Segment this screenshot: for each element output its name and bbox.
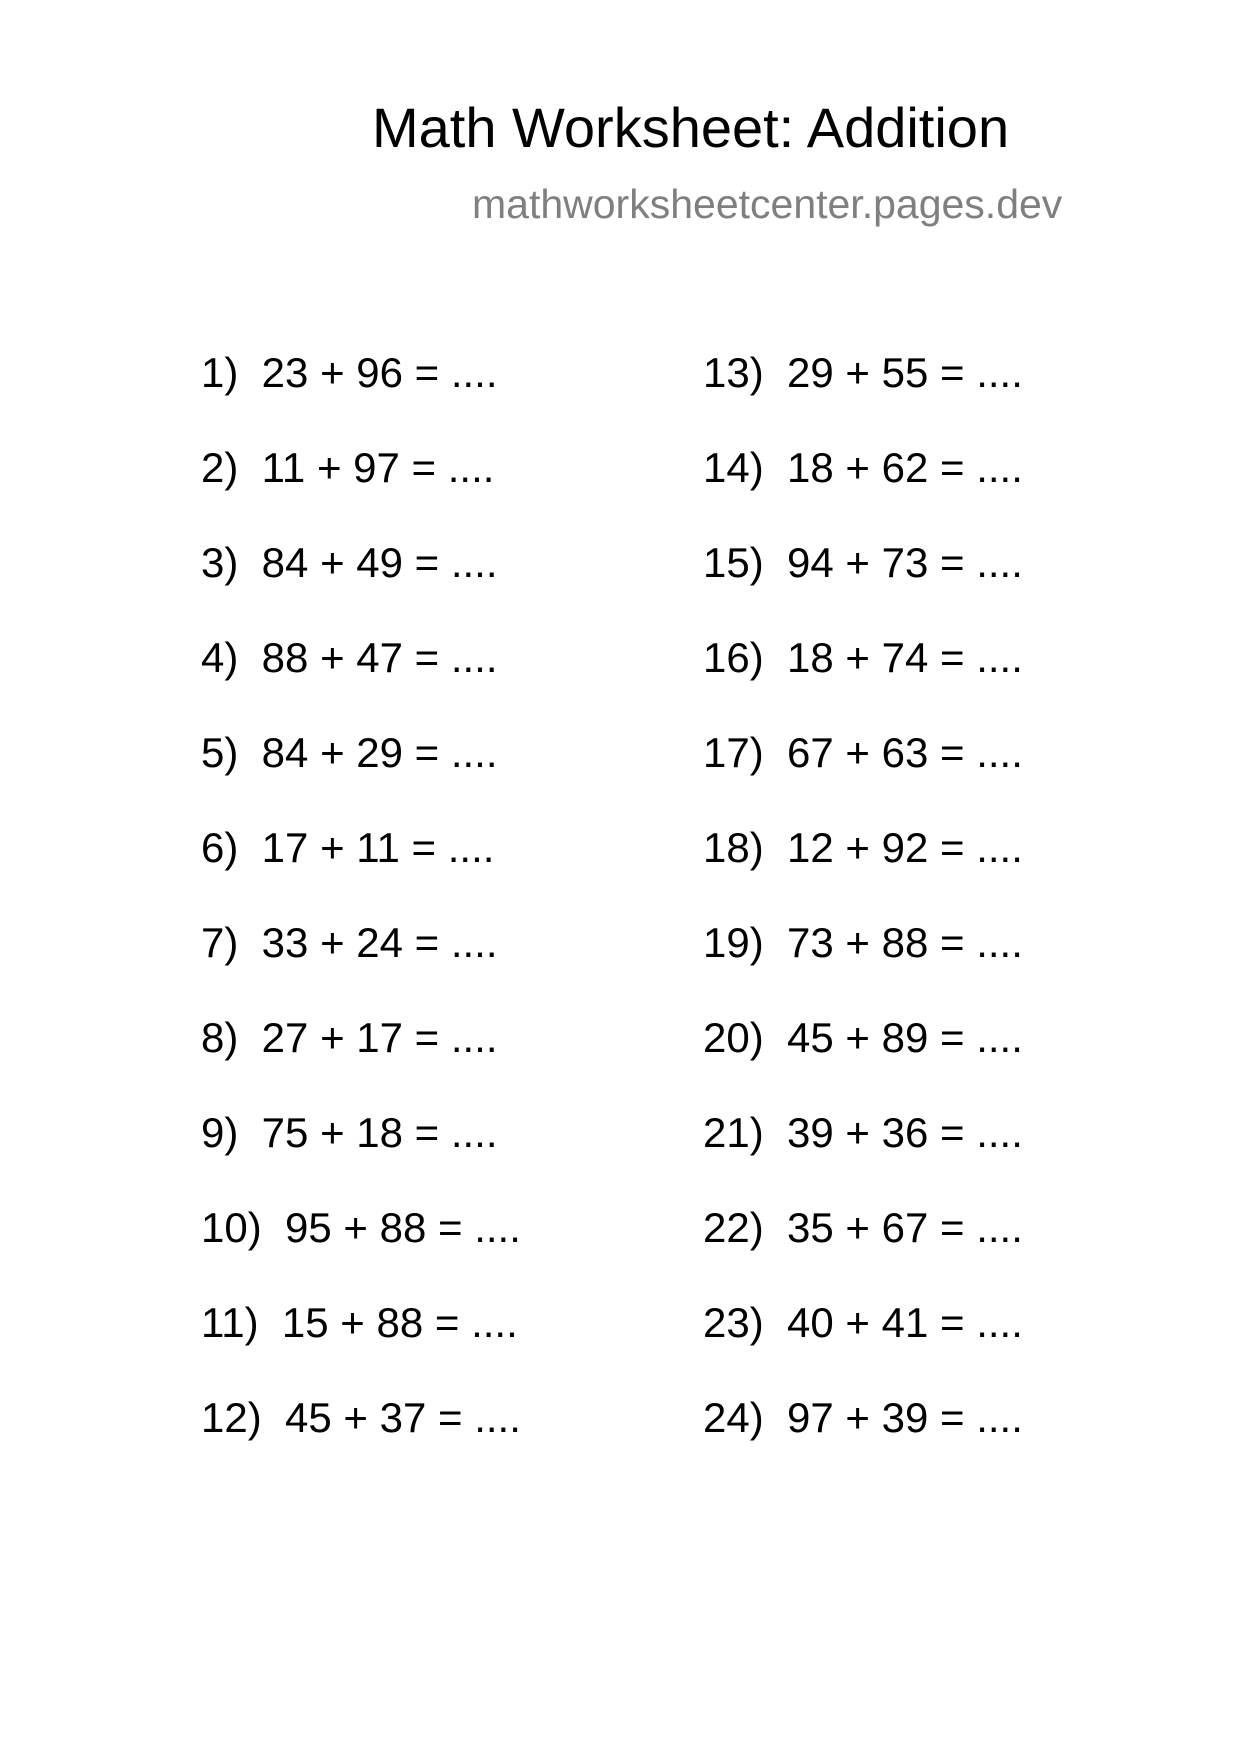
worksheet-title: Math Worksheet: Addition [372,96,1010,159]
problem-5: 5) 84 + 29 = .... [201,729,498,776]
problem-24: 24) 97 + 39 = .... [703,1394,1023,1441]
problem-16: 16) 18 + 74 = .... [703,634,1023,681]
problem-15: 15) 94 + 73 = .... [703,539,1023,586]
problem-19: 19) 73 + 88 = .... [703,919,1023,966]
problem-10: 10) 95 + 88 = .... [201,1204,521,1251]
problem-1: 1) 23 + 96 = .... [201,349,498,396]
problem-21: 21) 39 + 36 = .... [703,1109,1023,1156]
problems-column-left [201,349,521,1492]
problem-9: 9) 75 + 18 = .... [201,1109,498,1156]
worksheet-source: mathworksheetcenter.pages.dev [472,181,1063,227]
problem-14: 14) 18 + 62 = .... [703,444,1023,491]
problem-4: 4) 88 + 47 = .... [201,634,498,681]
problem-13: 13) 29 + 55 = .... [703,349,1023,396]
problem-22: 22) 35 + 67 = .... [703,1204,1023,1251]
problem-18: 18) 12 + 92 = .... [703,824,1023,871]
problem-7: 7) 33 + 24 = .... [201,919,498,966]
problem-20: 20) 45 + 89 = .... [703,1014,1023,1061]
problem-23: 23) 40 + 41 = .... [703,1299,1023,1346]
problem-8: 8) 27 + 17 = .... [201,1014,498,1061]
problem-3: 3) 84 + 49 = .... [201,539,498,586]
problem-12: 12) 45 + 37 = .... [201,1394,521,1441]
problem-6: 6) 17 + 11 = .... [201,824,495,871]
problem-2: 2) 11 + 97 = .... [201,444,495,491]
problems-column-right [703,349,1023,1492]
problem-11: 11) 15 + 88 = .... [201,1299,518,1346]
problem-17: 17) 67 + 63 = .... [703,729,1023,776]
